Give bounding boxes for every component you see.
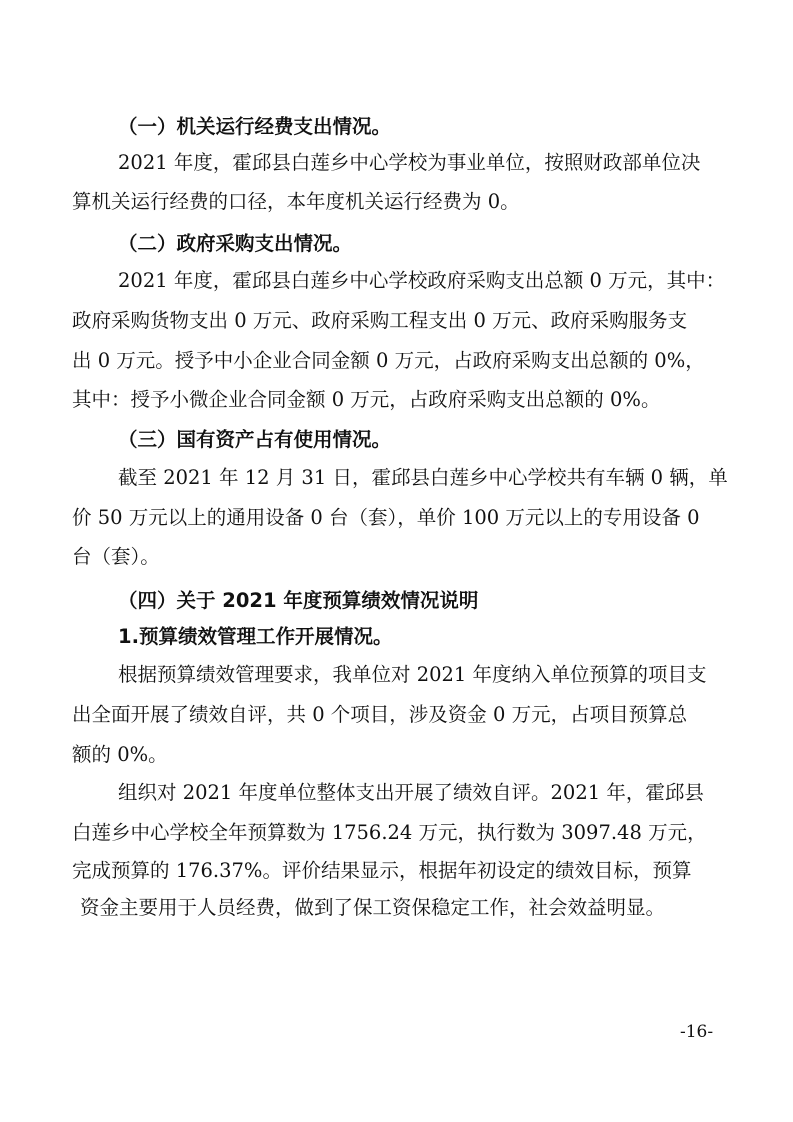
section-4-para-1-line-1: 根据预算绩效管理要求，我单位对 2021 年度纳入单位预算的项目支 — [118, 663, 707, 686]
section-2-line-4: 其中：授予小微企业合同金额 0 万元，占政府采购支出总额的 0%。 — [72, 388, 661, 411]
section-4-heading: （四）关于 2021 年度预算绩效情况说明 — [118, 589, 479, 612]
page-number: -16- — [680, 1022, 714, 1042]
section-4-subheading: 1.预算绩效管理工作开展情况。 — [118, 625, 393, 648]
section-1-line-2: 算机关运行经费的口径，本年度机关运行经费为 0。 — [72, 190, 520, 213]
section-4-para-1-line-3: 额的 0%。 — [72, 743, 168, 766]
section-3-heading: （三）国有资产占有使用情况。 — [118, 428, 392, 451]
section-2-heading: （二）政府采购支出情况。 — [118, 232, 353, 255]
section-4-para-2-line-2: 白莲乡中心学校全年预算数为 1756.24 万元，执行数为 3097.48 万元， — [72, 821, 707, 844]
section-3-line-1: 截至 2021 年 12 月 31 日，霍邱县白莲乡中心学校共有车辆 0 辆，单 — [118, 466, 728, 489]
section-1-line-1: 2021 年度，霍邱县白莲乡中心学校为事业单位，按照财政部单位决 — [118, 151, 701, 174]
section-2-line-2: 政府采购货物支出 0 万元、政府采购工程支出 0 万元、政府采购服务支 — [72, 309, 688, 332]
section-2-line-1: 2021 年度，霍邱县白莲乡中心学校政府采购支出总额 0 万元，其中： — [118, 269, 726, 292]
section-4-para-2-line-4: 资金主要用于人员经费，做到了保工资保稳定工作，社会效益明显。 — [80, 896, 666, 919]
section-1-heading: （一）机关运行经费支出情况。 — [118, 115, 392, 138]
section-3-line-2: 价 50 万元以上的通用设备 0 台（套），单价 100 万元以上的专用设备 0 — [72, 506, 700, 529]
section-4-para-2-line-1: 组织对 2021 年度单位整体支出开展了绩效自评。2021 年，霍邱县 — [118, 781, 704, 804]
section-2-line-3: 出 0 万元。授予中小企业合同金额 0 万元，占政府采购支出总额的 0%， — [72, 349, 705, 372]
section-3-line-3: 台（套）。 — [72, 545, 160, 568]
section-4-para-2-line-3: 完成预算的 176.37%。评价结果显示，根据年初设定的绩效目标，预算 — [72, 859, 692, 882]
section-4-para-1-line-2: 出全面开展了绩效自评，共 0 个项目，涉及资金 0 万元，占项目预算总 — [72, 703, 688, 726]
